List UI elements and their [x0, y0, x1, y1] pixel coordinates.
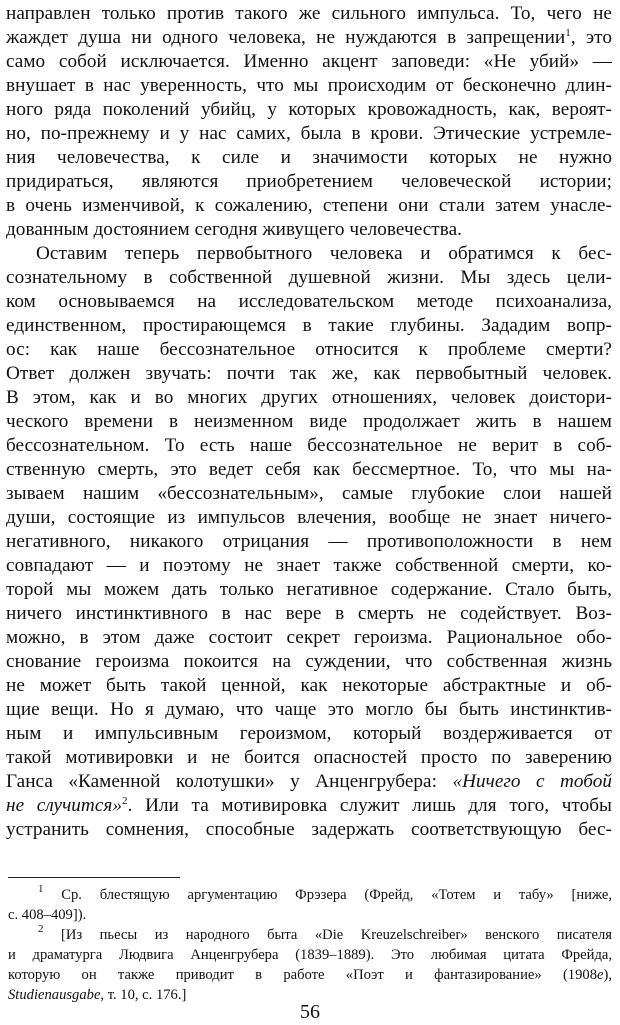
footnote-divider [8, 877, 180, 878]
text-line: души, состоящие из импульсов влечения, вообще не знает ничего- [6, 507, 612, 528]
text-line: совпадают — и поэтому не знает также собственной смерти, ко- [6, 555, 612, 576]
text-line: в очень изменчивой, к сожалению, степени они стали затем унасле- [6, 195, 612, 216]
footnote-line: которую он также приводит в работе «Поэт и фантазирование» (1908e), [8, 967, 612, 983]
footnote-line: $^2$ [Из пьесы из народного быта «Die Kreuzelschreiber» венского писателя [38, 923, 612, 943]
footnote-mark: 1 [565, 27, 571, 39]
quote-italic: не случится» [6, 795, 123, 816]
footnote-mark: 2 [122, 795, 128, 807]
text-line: устранить сомнения, способные задержать соответствующую бес- [6, 819, 612, 840]
text-line: бессознательном. То есть наше бессознательное не верит в соб- [6, 435, 612, 456]
text-line: ния человечества, к силе и значимости которых не нужно [6, 147, 612, 168]
text-line: такой мотивировки и не боится опасностей просто по заверению [6, 747, 612, 768]
text-line: ком основываемся на исследовательском методе психоанализа, [6, 291, 612, 312]
footnote-line: $^1$ Ср. блестящую аргументацию Фрэзера (Фрейд, «Тотем и табу» [ниже, [38, 883, 612, 903]
footnote-line: с. 408–409]). [8, 907, 87, 923]
footnote-mark: 2 [38, 923, 44, 935]
text-line: единственном, простирающемся в такие глубины. Зададим вопр- [6, 315, 612, 336]
page-number: 56 [300, 1001, 320, 1023]
text-line: Оставим теперь первобытного человека и обратимся к бес- [36, 243, 612, 264]
text-line: придираться, являются приобретением человеческой истории; [6, 171, 612, 192]
text-line: ничего инстинктивного в нас вере в смерть не содействует. Воз- [6, 603, 612, 624]
text-line: не может быть такой ценной, как некоторые абстрактные и об- [6, 675, 612, 696]
text-line: ческого времени в неизменном виде продолжает жить в нашем [6, 411, 612, 432]
text-line: зываем нашим «бессознательным», самые глубокие слои нашей [6, 483, 612, 504]
text-line: Ганса «Каменной колотушки» у Анценгрубера: «Ничего с тобой [6, 771, 613, 792]
text-line: не случится»$^2$. Или та мотивировка служит лишь для того, чтобы [6, 795, 613, 816]
text-line: само собой исключается. Именно акцент заповеди: «Не убий» — [6, 51, 612, 72]
text-line: Ответ должен звучать: почти так же, как первобытный человек. [6, 363, 612, 384]
text-line: дованным достоянием сегодня живущего человечества. [6, 219, 463, 240]
text-line: ного ряда поколений убийц, у которых кровожадность, как, вероят- [6, 99, 612, 120]
text-line: внушает в нас уверенность, что мы происходим от бесконечно длин- [6, 75, 612, 96]
text-line: снование героизма покоится на суждении, что собственная жизнь [6, 651, 612, 672]
text-line: жаждет душа ни одного человека, не нуждаются в запрещении$^1$, это [6, 27, 612, 48]
text-line: щие вещи. Но я думаю, что чаще это могло бы быть инстинктив- [6, 699, 612, 720]
text-line: В этом, как и во многих других отношениях, человек доистори- [6, 387, 612, 408]
text-line: сознательному в собственной душевной жизни. Мы здесь цели- [6, 267, 612, 288]
quote-italic: «Ничего с тобой [452, 771, 613, 792]
text-line: негативного, никакого отрицания — противоположности в нем [6, 531, 612, 552]
footnote-mark: 1 [38, 883, 44, 895]
text-line: направлен только против такого же сильного импульса. То, чего не [6, 3, 612, 24]
footnote-line: и драматурга Людвига Анценгрубера (1839–1889). Это любимая цитата Фрейда, [8, 947, 612, 963]
text-line: торой мы можем дать только негативное содержание. Стало быть, [6, 579, 612, 600]
text-line: но, по-прежнему и у нас самих, была в крови. Этические устремле- [6, 123, 612, 144]
text-line: ос: как наше бессознательное относится к проблеме смерти? [6, 339, 612, 360]
text-line: ственную смерть, это ведет себя как бессмертное. То, что мы на- [6, 459, 612, 480]
footnote-line: Studienausgabe, т. 10, с. 176.] [8, 987, 187, 1003]
text-line: ным и импульсивным героизмом, который воздерживается от [6, 723, 612, 744]
text-line: можно, в этом даже состоит секрет героизма. Рациональное обо- [6, 627, 612, 648]
